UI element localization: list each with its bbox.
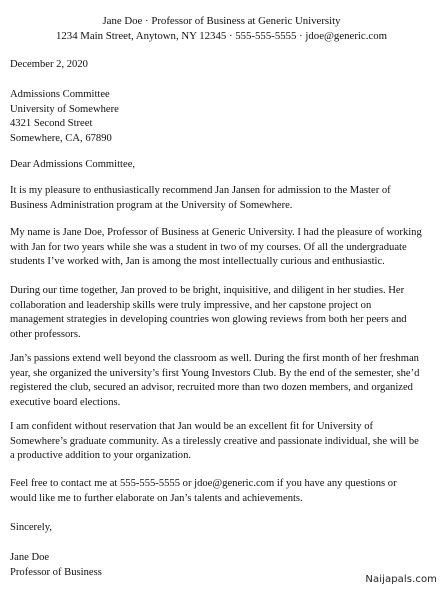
- paragraph-line: would like me to further elaborate on Jan’s talents and achievements.: [10, 492, 303, 504]
- letterhead: [0, 14, 443, 44]
- closing-text: Sincerely,: [10, 522, 52, 533]
- signature-name: Jane Doe: [10, 552, 50, 563]
- paragraph-line: Jan’s passions extend well beyond the classroom as well. During the first month of her freshman: [10, 353, 419, 364]
- paragraph-line: other professors.: [10, 328, 81, 340]
- closing: [10, 521, 438, 536]
- paragraph-line: management strategies in developing countries won glowing reviews from both her peers and: [10, 314, 407, 326]
- salutation: [10, 158, 438, 173]
- paragraph-line: year, she organized the university’s first Young Investors Club. By the end of the semester, she’d: [10, 367, 420, 379]
- body-paragraph-5: [10, 420, 438, 464]
- paragraph-line: registered the club, secured an advisor, recruited more than two dozen members, and organized: [10, 382, 413, 394]
- paragraph-line: Feel free to contact me at 555-555-5555 or jdoe@generic.com if you have any questions or: [10, 478, 397, 489]
- recipient-line: Admissions Committee: [10, 89, 110, 100]
- site-watermark: Naijapals.com: [365, 573, 437, 588]
- letter-date: [10, 58, 438, 73]
- paragraph-line: My name is Jane Doe, Professor of Business at Generic University. I had the pleasure of working: [10, 227, 422, 238]
- paragraph-line: Somewhere’s graduate community. As a tirelessly creative and passionate individual, she will be: [10, 435, 419, 447]
- paragraph-line: a productive addition to your organization.: [10, 450, 192, 462]
- paragraph-line: I am confident without reservation that Jan would be an excellent fit for University of: [10, 421, 374, 432]
- body-paragraph-1: [10, 184, 438, 213]
- body-paragraph-4: [10, 352, 438, 410]
- letterhead-contact-line: 1234 Main Street, Anytown, NY 12345 · 555-555-5555 · jdoe@generic.com: [56, 30, 387, 42]
- body-paragraph-3: [10, 284, 438, 342]
- signature-title: Professor of Business: [10, 566, 102, 578]
- paragraph-line: It is my pleasure to enthusiastically recommend Jan Jansen for admission to the Master of: [10, 185, 391, 196]
- recipient-line: University of Somewhere: [10, 103, 119, 115]
- paragraph-line: executive board elections.: [10, 396, 121, 408]
- recipient-line: Somewhere, CA, 67890: [10, 132, 112, 144]
- paragraph-line: During our time together, Jan proved to be bright, inquisitive, and diligent in her studies. Her: [10, 285, 405, 296]
- body-paragraph-6: [10, 477, 438, 506]
- paragraph-line: students I’ve worked with, Jan is among the most intellectually curious and enthusiastic.: [10, 256, 385, 268]
- paragraph-line: Business Administration program at the University of Somewhere.: [10, 199, 293, 211]
- paragraph-line: with Jan for two years while she was a student in two of my courses. Of all the undergraduate: [10, 241, 407, 253]
- recipient-address: [10, 88, 438, 146]
- letterhead-name-line: Jane Doe · Professor of Business at Generic University: [102, 15, 341, 27]
- body-paragraph-2: [10, 226, 438, 270]
- date-text: December 2, 2020: [10, 59, 88, 70]
- paragraph-line: collaboration and leadership skills were truly impressive, and her capstone project on: [10, 299, 372, 311]
- recipient-line: 4321 Second Street: [10, 118, 93, 130]
- salutation-text: Dear Admissions Committee,: [10, 159, 136, 170]
